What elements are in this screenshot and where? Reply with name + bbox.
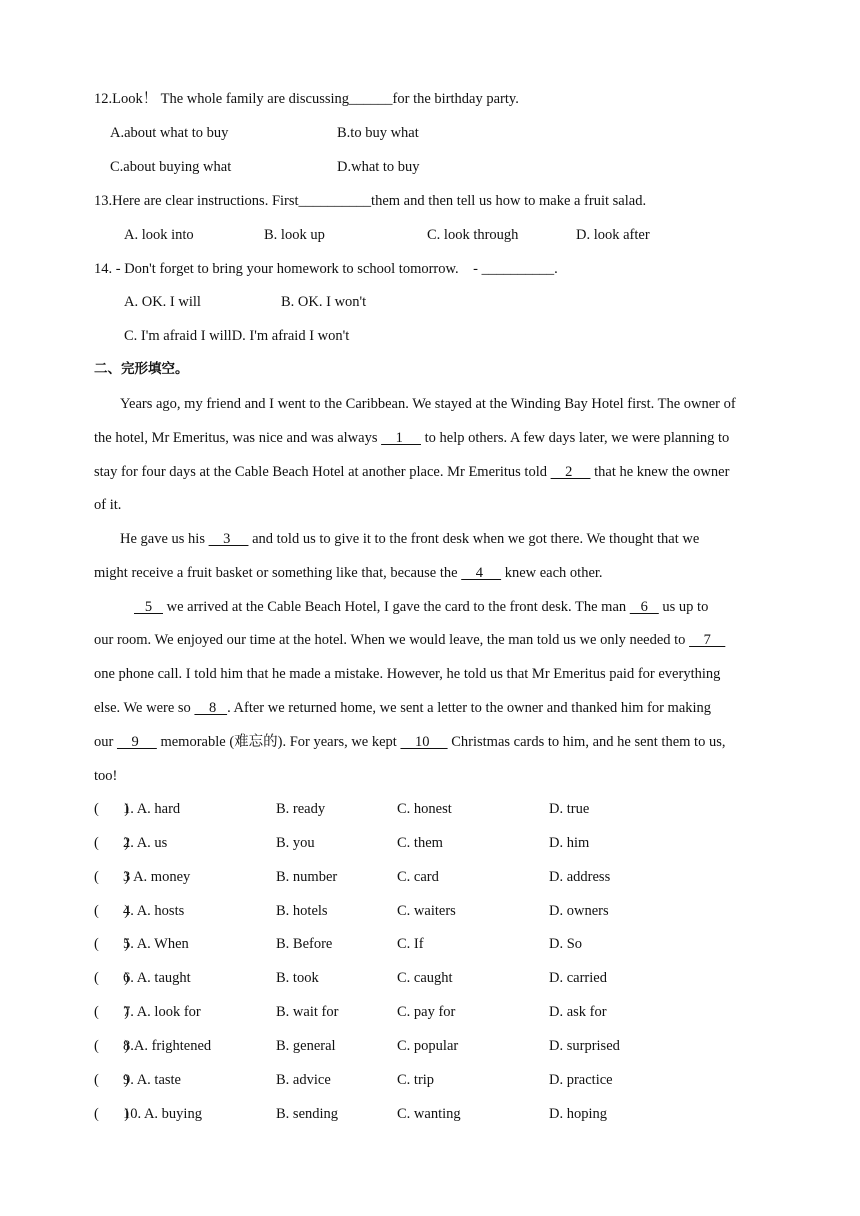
passage-line: might receive a fruit basket or something like that, because the 4 knew each other. (94, 565, 603, 581)
question-12-option-b: B.to buy what (337, 125, 419, 141)
question-13-option-a: A. look into (124, 227, 194, 243)
blank-3: 3 (208, 531, 249, 547)
choice-option-b: B. general (276, 1038, 336, 1054)
passage-line: one phone call. I told him that he made a mistake. However, he told us that Mr Emeritus paid for everything (94, 666, 721, 682)
choice-paren: ( ) (94, 1038, 130, 1054)
choice-option-b: B. advice (276, 1072, 331, 1088)
choice-paren: ( ) (94, 869, 130, 885)
blank-10: 10 (400, 734, 448, 750)
choice-option-a: 8.A. frightened (123, 1038, 212, 1054)
choice-option-c: C. them (397, 835, 443, 851)
section-heading: 二、完形填空。 (94, 361, 189, 377)
choice-option-b: B. took (276, 970, 319, 986)
choice-option-b: B. you (276, 835, 315, 851)
passage-line: our 9 memorable (难忘的). For years, we kept 10 Christmas cards to him, and he sent them to us, (94, 734, 726, 750)
choice-option-a: 5. A. When (123, 936, 189, 952)
choice-option-a: 9. A. taste (123, 1072, 181, 1088)
choice-option-b: B. hotels (276, 903, 328, 919)
passage-line: of it. (94, 497, 122, 513)
question-14-option-cd: C. I'm afraid I willD. I'm afraid I won't (124, 328, 350, 344)
passage-line: our room. We enjoyed our time at the hotel. When we would leave, the man told us we only needed to 7 (94, 632, 726, 648)
blank-2: 2 (550, 464, 591, 480)
choice-option-c: C. caught (397, 970, 453, 986)
choice-option-a: 2. A. us (123, 835, 168, 851)
choice-option-d: D. true (549, 801, 590, 817)
choice-option-d: D. carried (549, 970, 607, 986)
blank-8: 8 (194, 700, 228, 716)
choice-option-c: C. trip (397, 1072, 435, 1088)
choice-paren: ( ) (94, 835, 130, 851)
passage-line: stay for four days at the Cable Beach Hotel at another place. Mr Emeritus told 2 that he knew the owner (94, 464, 730, 480)
choice-option-c: C. waiters (397, 903, 456, 919)
choice-option-d: D. hoping (549, 1106, 607, 1122)
question-12-option-a: A.about what to buy (110, 125, 229, 141)
choice-paren: ( ) (94, 1004, 130, 1020)
passage-line: 5 we arrived at the Cable Beach Hotel, I gave the card to the front desk. The man 6 us up to (134, 599, 709, 615)
question-13-stem: 13.Here are clear instructions. First__________them and then tell us how to make a fruit salad. (94, 193, 647, 209)
choice-option-d: D. surprised (549, 1038, 620, 1054)
question-12-stem: 12.Look！ The whole family are discussing______for the birthday party. (94, 91, 519, 107)
choice-option-b: B. number (276, 869, 338, 885)
blank-7: 7 (689, 632, 726, 648)
question-12-option-c: C.about buying what (110, 159, 232, 175)
choice-option-a: 7. A. look for (123, 1004, 201, 1020)
choice-option-d: D. practice (549, 1072, 613, 1088)
question-13-option-b: B. look up (264, 227, 325, 243)
choice-option-d: D. ask for (549, 1004, 607, 1020)
passage-line: He gave us his 3 and told us to give it to the front desk when we got there. We thought that we (120, 531, 700, 547)
choice-option-d: D. So (549, 936, 583, 952)
blank-5: 5 (134, 599, 163, 615)
choice-paren: ( ) (94, 801, 130, 817)
choice-option-b: B. sending (276, 1106, 339, 1122)
choice-option-b: B. Before (276, 936, 333, 952)
question-14-option-a: A. OK. I will (124, 294, 201, 310)
choice-paren: ( ) (94, 970, 130, 986)
choice-option-c: C. card (397, 869, 439, 885)
choice-option-c: C. If (397, 936, 424, 952)
passage-line: else. We were so 8 . After we returned home, we sent a letter to the owner and thanked him for making (94, 700, 712, 716)
choice-option-a: 1. A. hard (123, 801, 181, 817)
choice-paren: ( ) (94, 903, 130, 919)
choice-option-b: B. wait for (276, 1004, 339, 1020)
choice-option-a: 4. A. hosts (123, 903, 185, 919)
choice-option-d: D. him (549, 835, 590, 851)
passage-line: Years ago, my friend and I went to the Caribbean. We stayed at the Winding Bay Hotel first. The owner of (120, 396, 736, 412)
passage-line: too! (94, 768, 118, 784)
question-12-option-d: D.what to buy (337, 159, 420, 175)
choice-option-d: D. owners (549, 903, 609, 919)
question-14-stem: 14. - Don't forget to bring your homework to school tomorrow. - __________. (94, 261, 558, 277)
choice-paren: ( ) (94, 1072, 130, 1088)
choice-paren: ( ) (94, 936, 130, 952)
question-13-option-c: C. look through (427, 227, 519, 243)
choice-option-c: C. wanting (397, 1106, 461, 1122)
question-13-option-d: D. look after (576, 227, 650, 243)
question-14-option-b: B. OK. I won't (281, 294, 367, 310)
choice-option-b: B. ready (276, 801, 326, 817)
blank-9: 9 (116, 734, 157, 750)
choice-option-a: 6. A. taught (123, 970, 191, 986)
choice-option-a: 10. A. buying (123, 1106, 202, 1122)
choice-option-d: D. address (549, 869, 611, 885)
blank-1: 1 (381, 430, 421, 446)
choice-option-c: C. honest (397, 801, 452, 817)
choice-option-c: C. pay for (397, 1004, 456, 1020)
passage-line: the hotel, Mr Emeritus, was nice and was always 1 to help others. A few days later, we were planning to (94, 430, 730, 446)
choice-option-a: 3 A. money (123, 869, 191, 885)
choice-option-c: C. popular (397, 1038, 459, 1054)
blank-6: 6 (629, 599, 659, 615)
choice-paren: ( ) (94, 1106, 130, 1122)
blank-4: 4 (461, 565, 502, 581)
